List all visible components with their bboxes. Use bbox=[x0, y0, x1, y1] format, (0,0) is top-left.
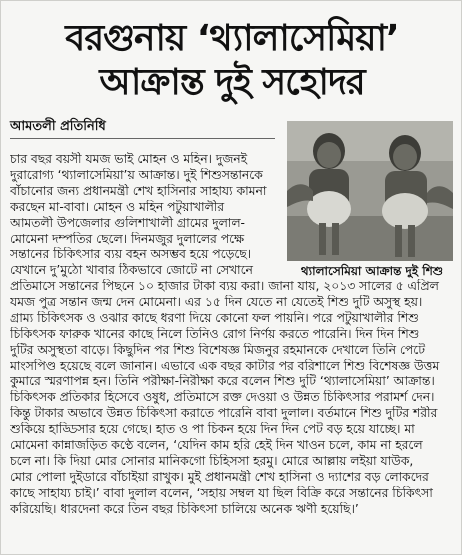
body-line: যেখানে দু’মুঠো খাবার ঠিকভাবে জোটে না সেখানে bbox=[10, 263, 253, 278]
body-line: দুরারোগ্য ‘থ্যালাসেমিয়া’য় আক্রান্ত। দুই শিশুসন্তানকে bbox=[10, 167, 263, 182]
body-line: মোর পোলা দুইডারে বাঁচাইয়া রাখুক। মুই প্রধানমন্ত্রী শেখ হাসিনা ও দ্যাশের বড় লোকদের bbox=[10, 469, 429, 484]
article-body-full bbox=[10, 279, 454, 518]
byline-divider bbox=[10, 138, 275, 139]
news-photo bbox=[287, 121, 453, 261]
photo-caption: থ্যালাসেমিয়া আক্রান্ত দুই শিশু bbox=[300, 264, 444, 278]
body-line: যমজ পুত্র সন্তান জন্ম দেন মোমেনা। এর ১৫ দিন যেতে না যেতেই শিশু দুটি অসুস্থ হয়। bbox=[10, 294, 423, 309]
body-line: চলে না। কি দিয়া মোর সোনার মানিকগো চিহিসসা হরমু। মোরে আল্লায় লইয়া যাউক, bbox=[10, 453, 414, 468]
body-line: গ্রাম্য চিকিৎসক ও ওঝার কাছে ধরণা দিয়ে কোনো ফল পায়নি। পরে পটুয়াখালীর শিশু bbox=[10, 310, 419, 325]
body-line: করছেন মা-বাবা। মোহন ও মহিন পটুয়াখালীর bbox=[10, 199, 225, 214]
byline: আমতলী প্রতিনিধি bbox=[10, 119, 106, 134]
article-body-narrow bbox=[10, 152, 278, 279]
body-line: কিন্তু টাকার অভাবে উন্নত চিকিৎসা করাতে পারেনি বাবা দুলাল। বর্তমানে শিশু দুটির শরীর bbox=[10, 406, 438, 421]
body-line: শুকিয়ে হাড্ডিসার হয়ে গেছে। হাত ও পা চিকন হয়ে দিন দিন পেট বড় হয়ে যাচ্ছে। মা bbox=[10, 422, 415, 437]
children-photo-image bbox=[287, 121, 453, 261]
body-line: আমতলী উপজেলার গুলিশাখালী গ্রামের দুলাল- bbox=[10, 215, 245, 230]
body-line: চার বছর বয়সী যমজ ভাই মোহন ও মহিন। দুজনই bbox=[10, 152, 248, 166]
body-line: করিয়েছি। ধারদেনা করে তিন বছর চিকিৎসা চালিয়ে অনেক ঋণী হয়েছি।’ bbox=[10, 501, 359, 516]
body-line: মোমেনা কান্নাজড়িত কণ্ঠে বলেন, ‘যেদিন কাম হরি হেই দিন খাওন চলে, কাম না হরলে bbox=[10, 438, 423, 453]
body-line: বাঁচানোর জন্য প্রধানমন্ত্রী শেখ হাসিনার সাহায্য কামনা bbox=[10, 183, 267, 198]
body-line: প্রতিমাসে সন্তানের পিছনে ১০ হাজার টাকা ব্যয় করা। জানা যায়, ২০১৩ সালের ৫ এপ্রিল bbox=[10, 279, 439, 293]
body-line: মোমেনা দম্পতির ছেলে। দিনমজুর দুলালের পক্ষে bbox=[10, 231, 244, 246]
body-line: চিকিৎসক প্রতিকার হিসেবে ওষুধ, প্রতিমাসে রক্ত দেওয়া ও উন্নত চিকিৎসার পরামর্শ দেন। bbox=[10, 390, 435, 405]
body-line: মাংসপিণ্ড হয়েছে বলে জানান। এভাবে এক বছর কাটার পর বরিশালে শিশু বিশেষজ্ঞ উত্তম bbox=[10, 358, 440, 373]
body-line: কুমারে স্মরণাপন্ন হন। তিনি পরীক্ষা-নিরীক্ষা করে বলেন শিশু দুটি ‘থ্যালাসেমিয়া’ আক্রান্ত। bbox=[10, 374, 435, 389]
headline-line-2: আক্রান্ত দুই সহোদর bbox=[99, 62, 365, 103]
headline-line-1: বরগুনায় ‘থ্যালাসেমিয়া’ bbox=[65, 18, 399, 59]
body-line: সন্তানের চিকিৎসার ব্যয় বহন অসম্ভব হয়ে পড়েছে। bbox=[10, 247, 252, 262]
headline bbox=[1, 17, 462, 105]
body-line: কাছে সাহায্য চাই।’ বাবা দুলাল বলেন, ‘সহায় সম্বল যা ছিল বিক্রি করে সন্তানের চিকিৎসা bbox=[10, 485, 433, 500]
body-line: চিকিৎসক ফারুক খানের কাছে নিলে তিনিও রোগ নির্ণয় করতে পারেনি। দিন দিন শিশু bbox=[10, 326, 420, 341]
body-line: দুটির অসুস্থতা বাড়ে। কিছুদিন পর শিশু বিশেষজ্ঞ মিজনুর রহমানকে দেখালে তিনি পেটে bbox=[10, 342, 425, 357]
